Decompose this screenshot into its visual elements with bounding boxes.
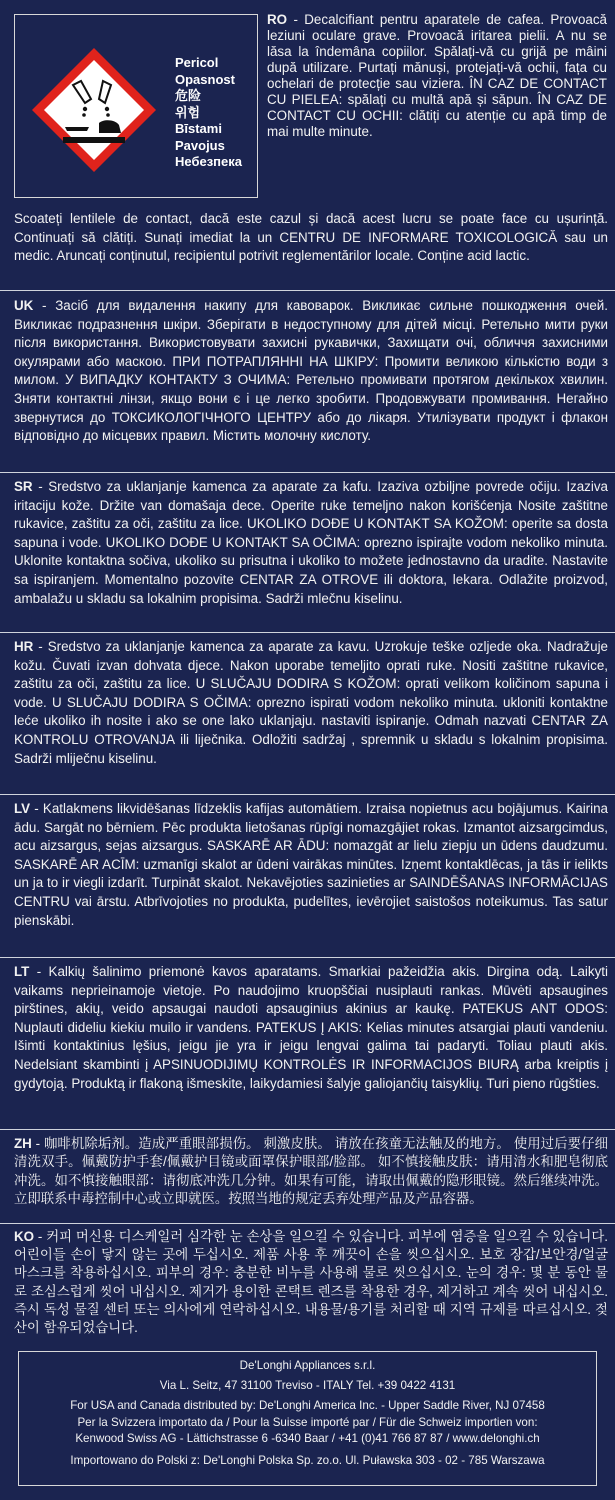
footer-company: De'Longhi Appliances s.r.l.: [239, 1359, 376, 1372]
section-lv: [14, 800, 608, 930]
signal-word: Небезпека: [175, 154, 242, 169]
divider: [0, 632, 615, 633]
signal-word: 위험: [175, 104, 201, 120]
footer-address: Via L. Seitz, 47 31100 Treviso - ITALY Tel. +39 0422 4131: [159, 1378, 456, 1392]
signal-word: Pericol: [175, 55, 219, 70]
section-text: Scoateți lentilele de contact, dacă este cazul și dacă acest lucru se poate face cu ușurință. Continuați să clătiți. Sunați imediat la un CENTRU DE INFORMARE TOXICOLOGICĂ sau un medic. Aruncați conținutul, recipientul potrivit reglementărilor locale. Conține acid lactic.: [14, 211, 608, 264]
divider: [0, 1223, 615, 1224]
lang-code: UK: [14, 298, 34, 313]
section-text: - Decalcifiant pentru aparatele de cafea. Provoacă leziuni oculare grave. Provoacă iritarea pielii. A nu se lăsa la îndemâna copiilor. Spălați-vă cu grijă pe mâini după utilizare. Purtați mănuși, protejați-vă ochii, fața cu ochelari de protecție sau viziera. ÎN CAZ DE CONTACT CU PIELEA: spălați cu multă apă și săpun. ÎN CAZ DE CONTACT CU OCHII: clătiți cu atenție cu apă timp de mai multe minute.: [267, 12, 607, 139]
divider: [0, 957, 615, 958]
manufacturer-footer: [18, 1351, 597, 1486]
lang-code: KO: [14, 1229, 35, 1244]
section-text: - 咖啡机除垢剂。造成严重眼部损伤。 刺激皮肤。 请放在孩童无法触及的地方。 使用过后要仔细清洗双手。佩戴防护手套/佩戴护目镜或面罩保护眼部/脸部。 如不慎接触皮肤：请用清水和肥皂彻底冲洗。如不慎接触眼部：请彻底冲洗几分钟。如果有可能，请取出佩戴的隐形眼镜。然后继续冲洗。立即联系中毒控制中心或立即就医。按照当地的规定丢弃处理产品及产品容器。: [14, 1136, 608, 1207]
signal-words: [175, 55, 242, 171]
signal-word: Pavojus: [175, 137, 225, 153]
lang-code: LV: [14, 801, 31, 816]
signal-word: 危险: [175, 88, 202, 103]
section-text: - Sredstvo za uklanjanje kamenca za aparate za kavu. Uzrokuje teške ozljede oka. Nadražuje kožu. Čuvati izvan dohvata djece. Nakon uporabe temeljito oprati ruke. Nositi zaštitne rukavice, zaštitu za oči, zaštitu za lice. U SLUČAJU DODIRA S KOŽOM: oprati velikom količinom sapuna i vode. U SLUČAJU DODIRA S OČIMA: oprezno ispirati vodom nekoliko minuta. ukloniti kontaktne leće ukoliko ih nosite i ako se one lako uklanjaju. nastaviti ispiranje. Odmah nazvati CENTAR ZA KONTROLU OTROVANJA ili liječnika. Odložiti sadržaj , spremnik u skladu s lokalnim propisima. Sadrži mliječnu kiselinu.: [14, 639, 608, 766]
divider: [0, 1129, 615, 1130]
section-zh: [14, 1135, 608, 1209]
section-ro: [267, 12, 607, 140]
section-text: - Засіб для видалення накипу для кавоварок. Викликає сильне пошкодження очей. Викликає подразнення шкіри. Зберігати в недоступному для дітей місці. Ретельно мити руки після використання. Використовувати захисні рукавички, Захищати очі, обличчя захисними окулярами або маскою. ПРИ ПОТРАПЛЯННІ НА ШКІРУ: Промити великою кількістю води з милом. У ВИПАДКУ КОНТАКТУ З ОЧИМА: Ретельно промивати протягом декількох хвилин. Зняти контактні лінзи, якщо вони є і це легко зробити. Продовжувати промивання. Негайно звернутися до ТОКСИКОЛОГІЧНОГО ЦЕНТРУ або до лікаря. Утилізувати продукт і флакон відповідно до місцевих правил. Містить молочну кислоту.: [14, 298, 608, 444]
hazard-box: [14, 14, 258, 198]
lang-code: ZH: [14, 1136, 32, 1151]
signal-word: Opasnost: [175, 71, 235, 87]
section-lt: [14, 963, 608, 1093]
section-hr: [14, 638, 608, 768]
divider: [0, 472, 615, 473]
lang-code: SR: [14, 479, 33, 494]
header-area: [0, 0, 615, 212]
footer-usa: For USA and Canada distributed by: De'Longhi America Inc. - Upper Saddle River, NJ 07458: [70, 1398, 545, 1412]
section-ro-continued: [14, 210, 608, 266]
corrosive-hazard-icon: [29, 45, 159, 175]
section-text: - Sredstvo za uklanjanje kamenca za aparate za kafu. Izaziva ozbiljne povrede očiju. Izaziva iritaciju kože. Držite van domašaja dece. Operite ruke temeljno nakon korišćenja Nosite zaštitne rukavice, zaštitu za oči, zaštitu za lice. UKOLIKO DOĐE U KONTAKT SA KOŽOM: operite sa dosta sapuna i vode. UKOLIKO DOĐE U KONTAKT SA OČIMA: oprezno ispirajte vodom nekoliko minuta. Uklonite kontaktna sočiva, ukoliko su prisutna i ukoliko to možete jednostavno da uradite. Nastavite sa ispiranjem. Momentalno pozovite CENTAR ZA OTROVE ili doktora, lekara. Odlažite proizvod, ambalažu u skladu sa lokalnim propisima. Sadrži mlečnu kiselinu.: [14, 479, 608, 606]
lang-code: RO: [267, 12, 288, 27]
divider: [0, 794, 615, 795]
signal-word: Bīstami: [175, 121, 222, 136]
footer-swiss-address: Kenwood Swiss AG - Lättichstrasse 6 -6340 Baar / +41 (0)41 766 87 87 / www.delonghi.ch: [75, 1432, 540, 1446]
section-text: - 커피 머신용 디스케일러 심각한 눈 손상을 일으킬 수 있습니다. 피부에 염증을 일으킬 수 있습니다. 어린이들 손이 닿지 않는 곳에 두십시오. 제품 사용 후 깨끗이 손을 씻으십시오. 보호 장갑/보안경/얼굴 마스크를 착용하십시오. 피부의 경우: 충분한 비누를 사용해 물로 씻으십시오. 눈의 경우: 몇 분 동안 물로 조심스럽게 씻어 내십시오. 제거가 용이한 콘택트 렌즈를 착용한 경우, 제거하고 계속 씻어 내십시오. 즉시 독성 물질 센터 또는 의사에게 연락하십시오. 내용물/용기를 처리할 때 지역 규제를 따르십시오. 젖산이 함유되었습니다.: [14, 1229, 608, 1336]
footer-poland: Importowano do Polski z: De'Longhi Polska Sp. zo.o. Ul. Puławska 303 - 02 - 785 Warszawa: [70, 1454, 545, 1468]
section-uk: [14, 297, 608, 446]
lang-code: LT: [14, 964, 30, 979]
section-ko: [14, 1228, 608, 1337]
section-text: - Kalkių šalinimo priemonė kavos aparatams. Smarkiai pažeidžia akis. Dirgina odą. Laikyti vaikams neprieinamoje vietoje. Po naudojimo kruopščiai nusiplauti rankas. Mūvėti apsaugines pirštines, akių, veido apsaugai naudoti apsauginius akinius ar kaukę. PATEKUS ANT ODOS: Nuplauti dideliu kiekiu muilo ir vandens. PATEKUS Į AKIS: Kelias minutes atsargiai plauti vandeniu. Išimti kontaktinius lęšius, jeigu jie yra ir jeigu lengvai galima tai padaryti. Toliau plauti akis. Nedelsiant skambinti į APSINUODIJIMŲ KONTROLĖS IR INFORMACIJOS BIURĄ arba kreiptis į gydytoją. Produktą ir flakoną išmeskite, laikydamiesi šalyje galiojančių taisyklių. Turi pieno rūgšties.: [14, 964, 608, 1091]
divider: [0, 290, 615, 291]
footer-swiss-import: Per la Svizzera importato da / Pour la Suisse importé par / Für die Schweiz importien von:: [77, 1416, 538, 1430]
section-text: - Katlakmens likvidēšanas līdzeklis kafijas automātiem. Izraisa nopietnus acu bojājumus. Kairina ādu. Sargāt no bērniem. Pēc produkta lietošanas rūpīgi nomazgājiet rokas. Izmantot aizsargcimdus, acu aizsargus, sejas aizsargus. SASKARĒ AR ĀDU: nomazgāt ar lielu ziepju un ūdens daudzumu. SASKARĒ AR ACĪM: uzmanīgi skalot ar ūdeni vairākas minūtes. Izņemt kontaktlēcas, ja tās ir ielikts un ja to ir viegli izdarīt. Turpināt skalot. Nekavējoties sazinieties ar SAINDĒŠANAS INFORMĀCIJAS CENTRU vai ārstu. Atbrīvojoties no produkta, pudelītes, ievērojiet saistošos noteikumus. Tas satur pienskābi.: [14, 801, 608, 928]
lang-code: HR: [14, 639, 34, 654]
section-sr: [14, 478, 608, 608]
